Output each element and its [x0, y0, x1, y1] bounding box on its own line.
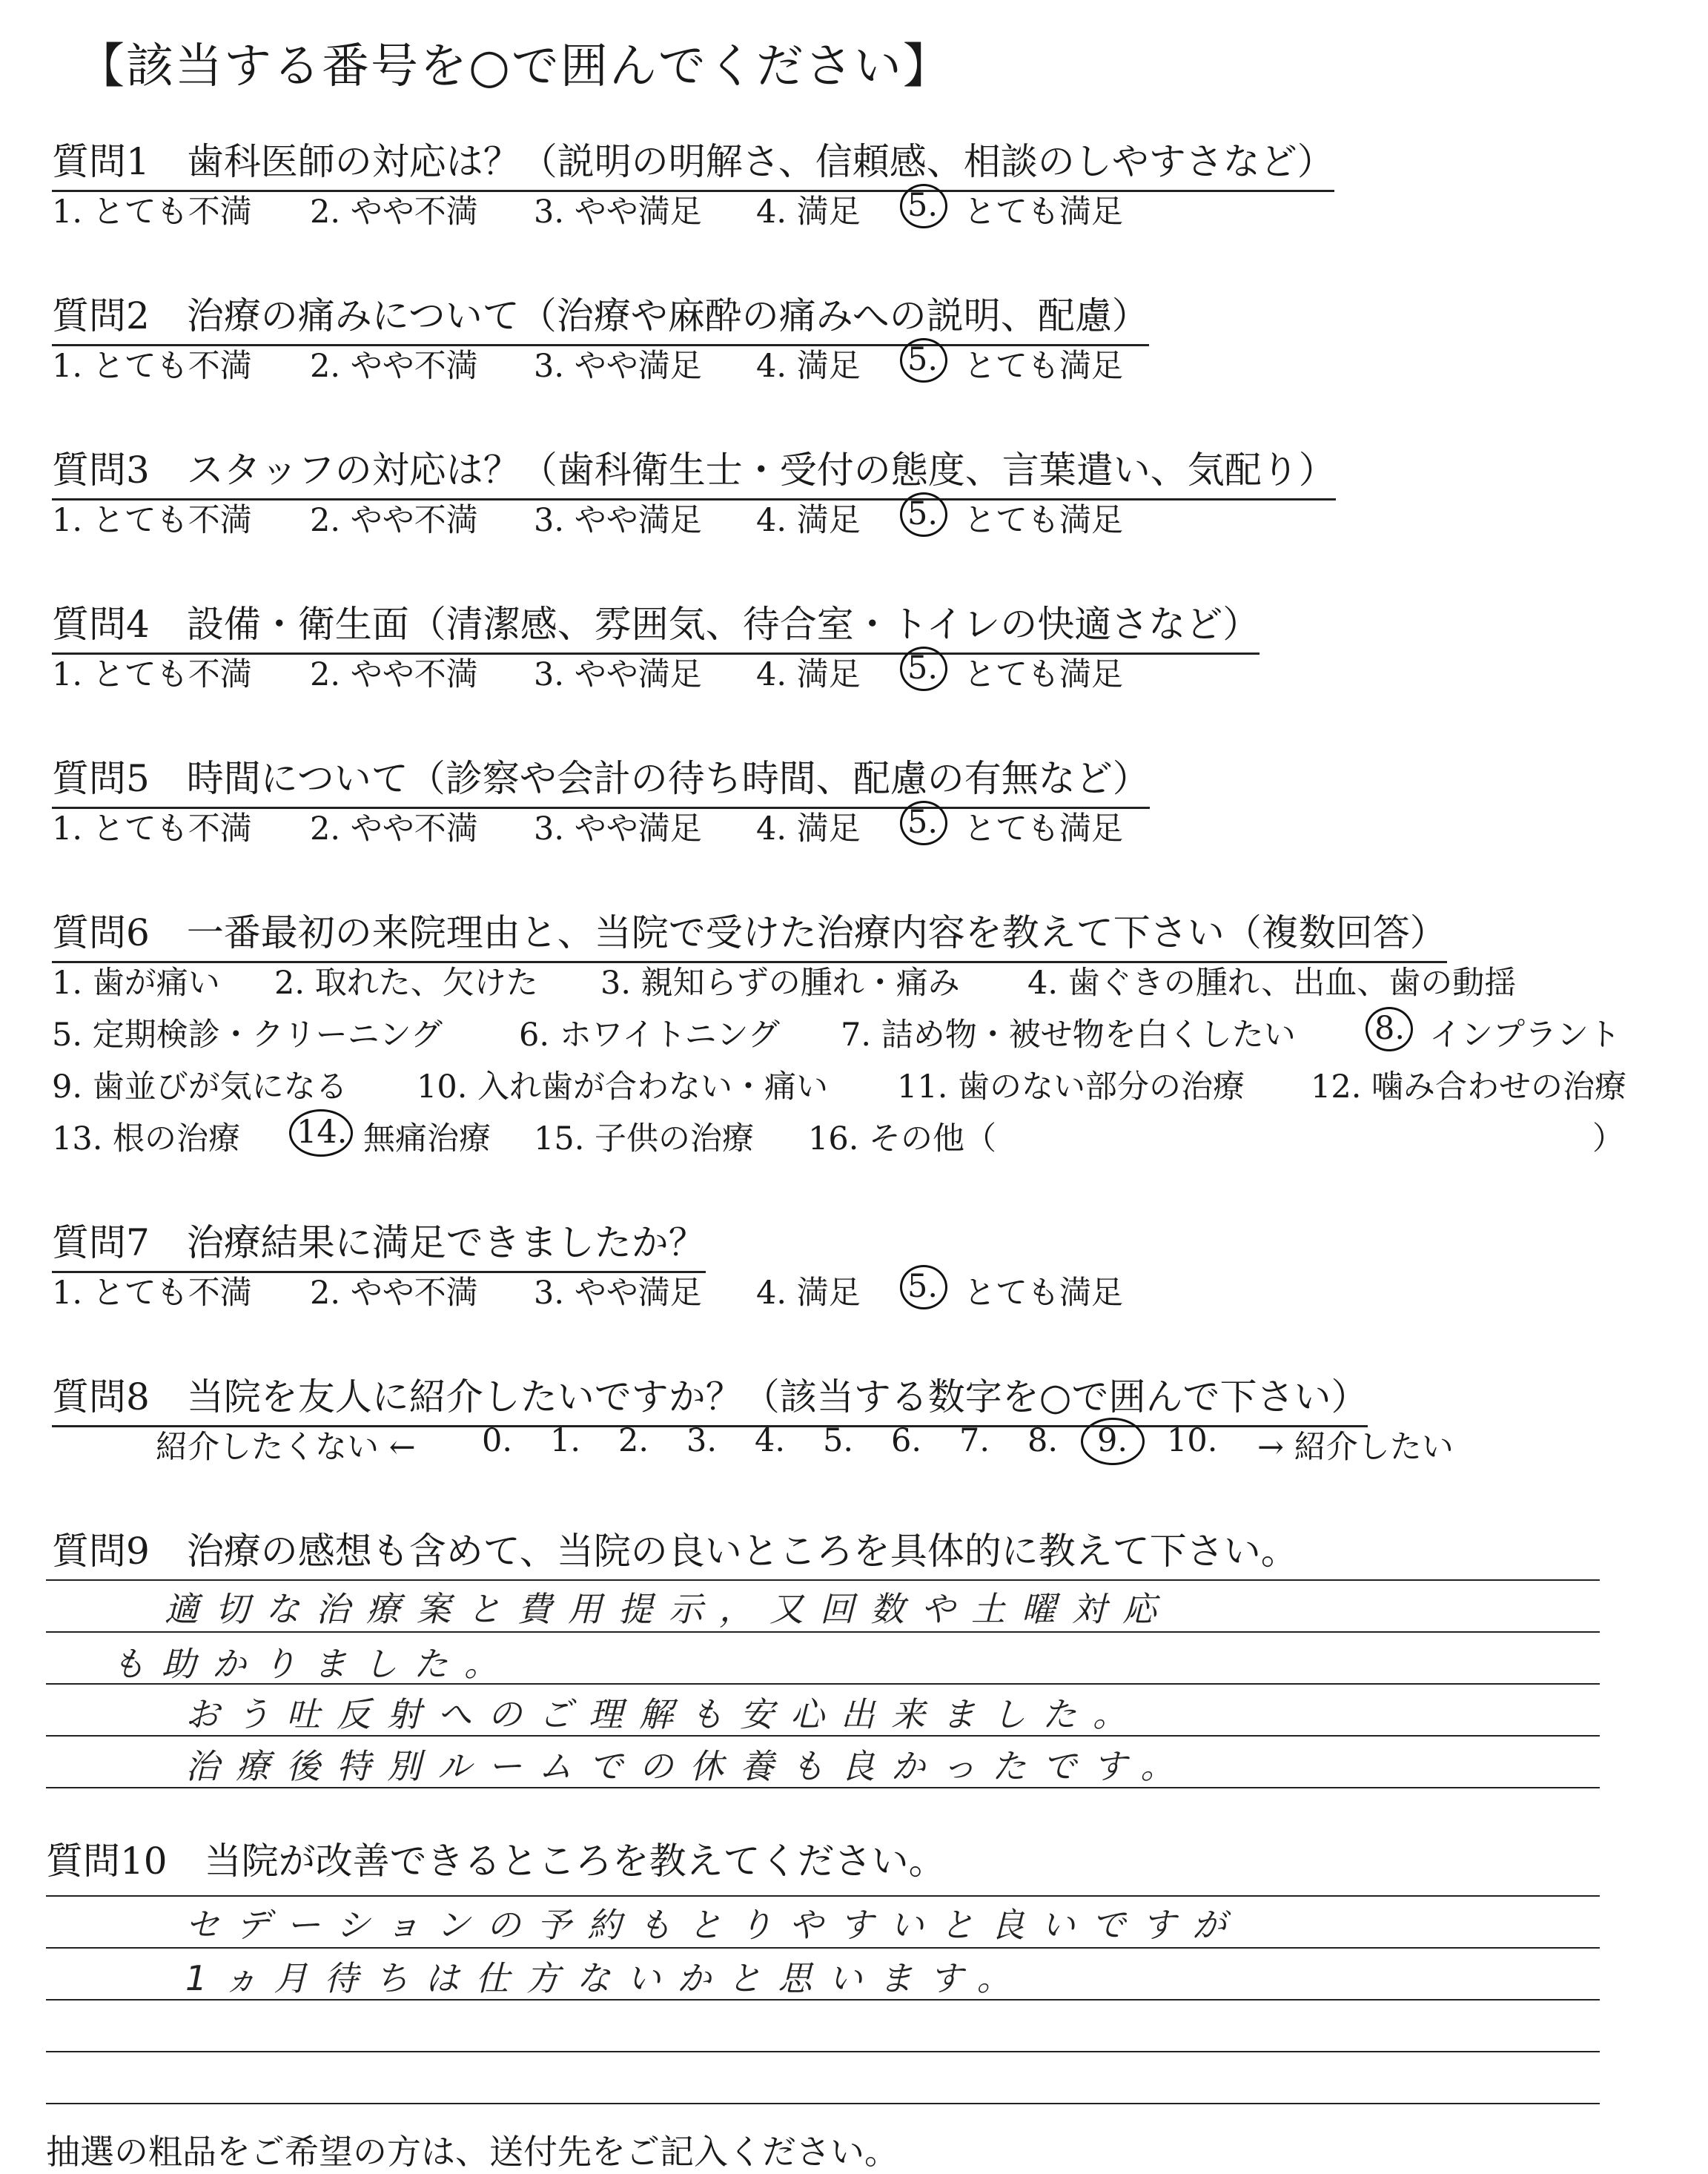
q6-option-16[interactable]: 16. その他（ [808, 1120, 997, 1157]
q5-option-4[interactable]: 4. 満足 [756, 810, 861, 848]
q8-score-2[interactable]: 2. [618, 1422, 649, 1459]
q10-rule-5 [46, 2103, 1600, 2104]
q6-option-4[interactable]: 4. 歯ぐきの腫れ、出血、歯の動揺 [1027, 965, 1517, 1002]
question-8-heading: 質問8 当院を友人に紹介したいですか？（該当する数字を○で囲んで下さい） [52, 1367, 1368, 1427]
question-9-heading: 質問9 治療の感想も含めて、当院の良いところを具体的に教えて下さい。 [52, 1530, 1298, 1573]
q6-option-14[interactable]: 14. [297, 1114, 348, 1151]
q6-option-5[interactable]: 5. 定期検診・クリーニング [52, 1017, 443, 1054]
q6-option-12[interactable]: 12. 噛み合わせの治療 [1311, 1068, 1627, 1106]
q2-option-1[interactable]: 1. とても不満 [52, 348, 252, 385]
q9-answer-line-4[interactable]: 治療後特別ルームでの休養も良かったです。 [185, 1746, 1191, 1786]
q2-option-2[interactable]: 2. やや不満 [310, 348, 478, 385]
q5-option-3[interactable]: 3. やや満足 [534, 810, 702, 848]
q8-selected-circle [1081, 1418, 1145, 1465]
question-8-scale [0, 1422, 1708, 1467]
q6-option-7[interactable]: 7. 詰め物・被せ物を白くしたい [841, 1017, 1296, 1054]
q7-option-4[interactable]: 4. 満足 [756, 1275, 861, 1312]
q5-selected-circle [900, 801, 947, 845]
q6-option-15[interactable]: 15. 子供の治療 [534, 1120, 755, 1157]
q6-option-8[interactable]: 8. [1374, 1010, 1406, 1047]
question-6-heading: 質問6 一番最初の来院理由と、当院で受けた治療内容を教えて下さい（複数回答） [52, 903, 1447, 963]
q3-option-1[interactable]: 1. とても不満 [52, 502, 252, 539]
q5-option-1[interactable]: 1. とても不満 [52, 810, 252, 848]
q8-score-6[interactable]: 6. [891, 1422, 922, 1459]
q1-option-2[interactable]: 2. やや不満 [310, 194, 478, 231]
question-4-heading: 質問4 設備・衛生面（清潔感、雰囲気、待合室・トイレの快適さなど） [52, 595, 1260, 655]
question-10-heading: 質問10 当院が改善できるところを教えてください。 [46, 1840, 946, 1883]
question-5-options [0, 804, 1708, 848]
question-2-options [0, 341, 1708, 386]
question-1-options [0, 187, 1708, 231]
q4-option-2[interactable]: 2. やや不満 [310, 656, 478, 693]
q1-option-5-label: とても満足 [964, 194, 1123, 231]
q6-option-8-label: インプラント [1429, 1017, 1621, 1054]
question-3-heading: 質問3 スタッフの対応は？（歯科衛生士・受付の態度、言葉遣い、気配り） [52, 440, 1336, 500]
q6-option-13[interactable]: 13. 根の治療 [52, 1120, 241, 1157]
q2-option-4[interactable]: 4. 満足 [756, 348, 861, 385]
q6-option-16-close: ） [1592, 1120, 1624, 1157]
question-2-heading: 質問2 治療の痛みについて（治療や麻酔の痛みへの説明、配慮） [52, 286, 1149, 346]
q4-option-3[interactable]: 3. やや満足 [534, 656, 702, 693]
q6-option-14-circle [289, 1109, 353, 1157]
q8-score-3[interactable]: 3. [686, 1422, 718, 1459]
q9-answer-line-3[interactable]: おう吐反射へのご理解も安心出来ました。 [185, 1694, 1143, 1734]
question-4-options [0, 650, 1708, 694]
q5-option-2[interactable]: 2. やや不満 [310, 810, 478, 848]
q10-answer-line-2[interactable]: 1ヵ月待ちは仕方ないかと思います。 [185, 1958, 1027, 1998]
q1-option-3[interactable]: 3. やや満足 [534, 194, 702, 231]
q4-option-5-label: とても満足 [964, 656, 1123, 693]
q7-option-5[interactable]: 5. [907, 1268, 939, 1305]
q4-option-4[interactable]: 4. 満足 [756, 656, 861, 693]
q9-answer-line-2[interactable]: も助かりました。 [111, 1644, 514, 1684]
q2-option-5-label: とても満足 [964, 348, 1123, 385]
q1-selected-circle [900, 184, 947, 228]
q8-score-10[interactable]: 10. [1167, 1422, 1218, 1459]
q5-option-5[interactable]: 5. [907, 804, 939, 841]
q7-option-2[interactable]: 2. やや不満 [310, 1275, 478, 1312]
q2-selected-circle [900, 338, 947, 383]
q8-score-9[interactable]: 9. [1097, 1422, 1128, 1459]
q9-answer-line-1[interactable]: 適切な治療案と費用提示，又回数や土曜対応 [165, 1589, 1173, 1629]
q7-selected-circle [900, 1265, 947, 1309]
q1-option-5[interactable]: 5. [907, 187, 939, 224]
q3-option-5[interactable]: 5. [907, 495, 939, 532]
q6-option-14-label: 無痛治療 [363, 1120, 491, 1157]
q10-rule-1 [46, 1895, 1600, 1897]
q1-option-4[interactable]: 4. 満足 [756, 194, 861, 231]
question-7-heading: 質問7 治療結果に満足できましたか？ [52, 1213, 706, 1273]
q4-option-1[interactable]: 1. とても不満 [52, 656, 252, 693]
form-title: 【該当する番号を○で囲んでください】 [77, 39, 952, 94]
q3-option-2[interactable]: 2. やや不満 [310, 502, 478, 539]
question-3-options [0, 495, 1708, 540]
q6-option-3[interactable]: 3. 親知らずの腫れ・痛み [600, 965, 960, 1002]
q10-rule-4 [46, 2051, 1600, 2052]
q8-score-8[interactable]: 8. [1027, 1422, 1059, 1459]
q6-option-8-circle [1366, 1007, 1413, 1051]
question-5-heading: 質問5 時間について（診察や会計の待ち時間、配慮の有無など） [52, 749, 1150, 809]
q6-option-1[interactable]: 1. 歯が痛い [52, 965, 220, 1002]
q6-option-2[interactable]: 2. 取れた、欠けた [274, 965, 538, 1002]
q2-option-3[interactable]: 3. やや満足 [534, 348, 702, 385]
q3-selected-circle [900, 492, 947, 537]
q4-option-5[interactable]: 5. [907, 650, 939, 687]
q8-score-4[interactable]: 4. [755, 1422, 786, 1459]
question-6-row-2 [0, 1010, 1708, 1054]
question-6-row-1 [0, 958, 1708, 1002]
q8-score-1[interactable]: 1. [550, 1422, 581, 1459]
q5-option-5-label: とても満足 [964, 810, 1123, 848]
q3-option-4[interactable]: 4. 満足 [756, 502, 861, 539]
q8-right-label: → 紹介したい [1257, 1429, 1454, 1466]
q9-rule-1 [46, 1579, 1600, 1581]
q3-option-3[interactable]: 3. やや満足 [534, 502, 702, 539]
q3-option-5-label: とても満足 [964, 502, 1123, 539]
q8-score-5[interactable]: 5. [823, 1422, 854, 1459]
q2-option-5[interactable]: 5. [907, 341, 939, 378]
q8-score-0[interactable]: 0. [482, 1422, 513, 1459]
q10-rule-2 [46, 1947, 1600, 1949]
question-6-row-3 [0, 1062, 1708, 1106]
q7-option-3[interactable]: 3. やや満足 [534, 1275, 702, 1312]
q9-rule-2 [46, 1631, 1600, 1633]
q6-option-6[interactable]: 6. ホワイトニング [519, 1017, 780, 1054]
q6-option-11[interactable]: 11. 歯のない部分の治療 [897, 1068, 1245, 1106]
question-1-heading: 質問1 歯科医師の対応は？（説明の明解さ、信頼感、相談のしやすさなど） [52, 132, 1334, 192]
q8-score-7[interactable]: 7. [959, 1422, 990, 1459]
q8-left-label: 紹介したくない ← [156, 1429, 416, 1466]
q4-selected-circle [900, 647, 947, 691]
question-6-row-4 [0, 1114, 1708, 1158]
q7-option-5-label: とても満足 [964, 1275, 1123, 1312]
q7-option-1[interactable]: 1. とても不満 [52, 1275, 252, 1312]
footer-note: 抽選の粗品をご希望の方は、送付先をご記入ください。 [46, 2132, 898, 2172]
question-7-options [0, 1268, 1708, 1312]
q1-option-1[interactable]: 1. とても不満 [52, 194, 252, 231]
q6-option-9[interactable]: 9. 歯並びが気になる [52, 1068, 348, 1106]
q6-option-10[interactable]: 10. 入れ歯が合わない・痛い [417, 1068, 829, 1106]
q10-answer-line-1[interactable]: セデーションの予約もとりやすいと良いですが [185, 1905, 1243, 1945]
